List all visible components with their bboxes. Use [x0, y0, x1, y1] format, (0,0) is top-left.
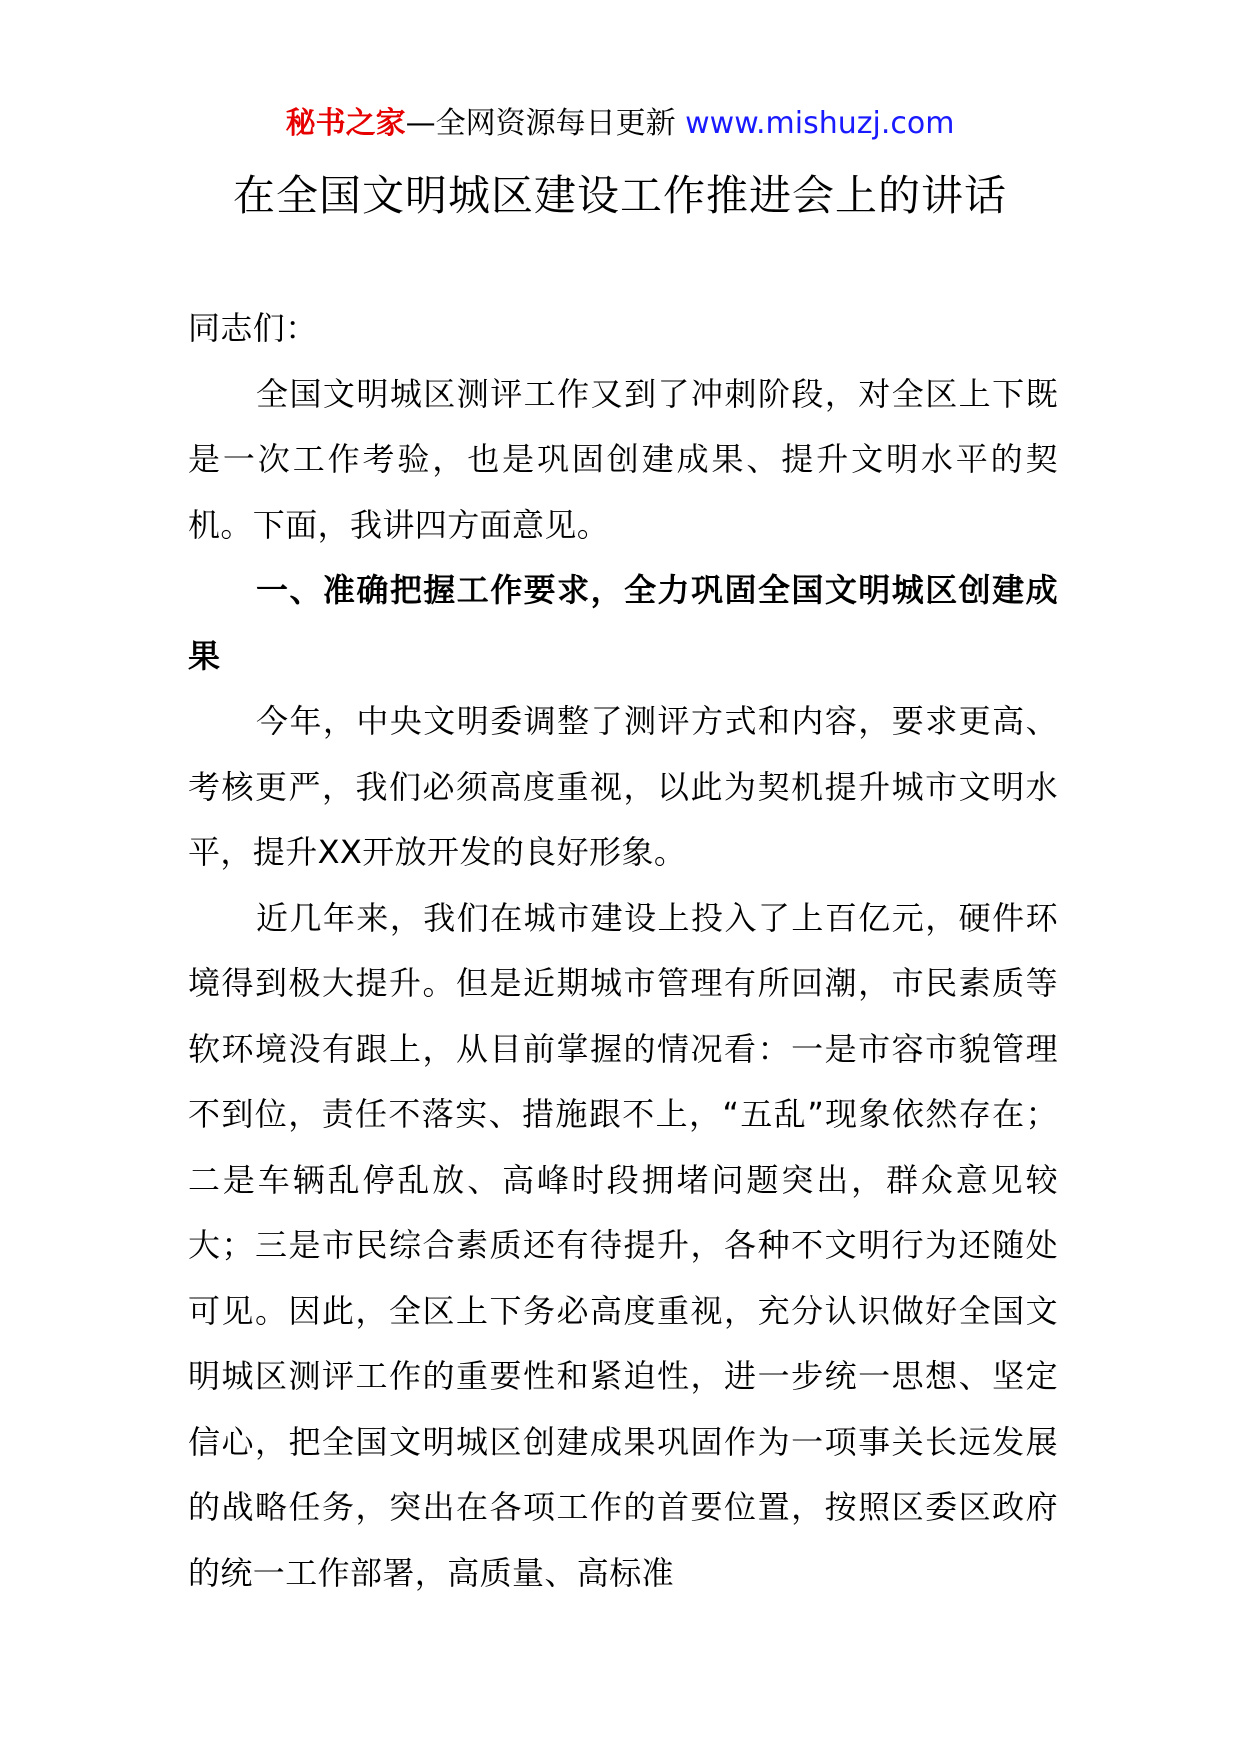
site-watermark-header [0, 104, 1240, 144]
section-heading: 一、准确把握工作要求，全力巩固全国文明城区创建成果 [188, 571, 1058, 675]
document-title: 在全国文明城区建设工作推进会上的讲话 [232, 171, 1007, 220]
site-url: www.mishuzj.com [685, 106, 955, 141]
body-paragraph: 今年，中央文明委调整了测评方式和内容，要求更高、考核更严，我们必须高度重视，以此为契机提升城市文明水平，提升XX开放开发的良好形象。 [188, 702, 1058, 871]
body-paragraph: 近几年来，我们在城市建设上投入了上百亿元，硬件环境得到极大提升。但是近期城市管理有所回潮，市民素质等软环境没有跟上，从目前掌握的情况看：一是市容市貌管理不到位，责任不落实、措施跟不上，“五乱”现象依然存在；二是车辆乱停乱放、高峰时段拥堵问题突出，群众意见较大；三是市民综合素质还有待提升，各种不文明行为还随处可见。因此，全区上下务必高度重视，充分认识做好全国文明城区测评工作的重要性和紧迫性，进一步统一思想、坚定信心，把全国文明城区创建成果巩固作为一项事关长远发展的战略任务，突出在各项工作的首要位置，按照区委区政府的统一工作部署，高质量、高标准 [188, 898, 1058, 1592]
brand-name: 秘书之家 [285, 106, 406, 141]
document-body [188, 296, 1058, 1606]
salutation: 同志们： [188, 309, 318, 347]
body-paragraph: 全国文明城区测评工作又到了冲刺阶段，对全区上下既是一次工作考验，也是巩固创建成果、提升文明水平的契机。下面，我讲四方面意见。 [188, 374, 1058, 544]
brand-tagline: —全网资源每日更新 [405, 106, 686, 141]
